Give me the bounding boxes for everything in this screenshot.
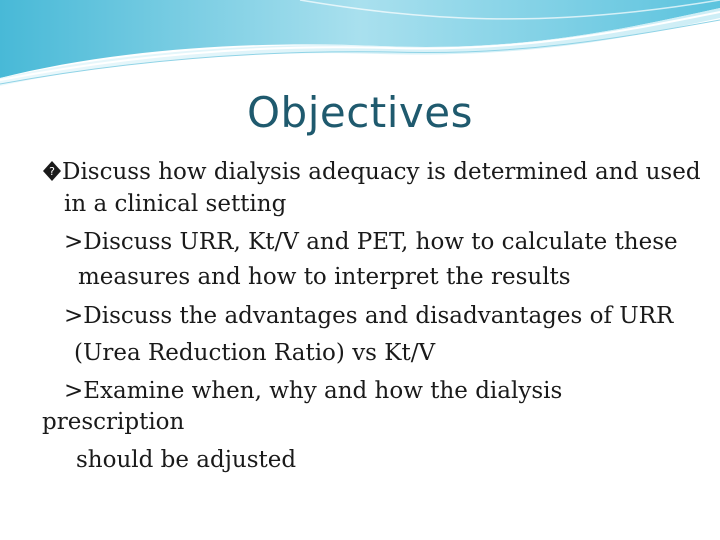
bullet-line-1: [42, 158, 701, 186]
slide-title: Objectives: [246, 88, 474, 137]
bullet-line-3: >Discuss URR, Kt/V and PET, how to calculate these: [64, 229, 678, 255]
svg-text:?: ?: [49, 165, 55, 178]
bullet-line-2: in a clinical setting: [64, 191, 287, 217]
header-wave-decoration: [0, 0, 720, 90]
bullet-line-8: prescription: [42, 409, 185, 435]
bullet-line-9: should be adjusted: [76, 447, 297, 473]
bullet-line-7: >Examine when, why and how the dialysis: [64, 378, 563, 404]
bullet-line-4: measures and how to interpret the results: [78, 264, 571, 290]
bullet-line-6: (Urea Reduction Ratio) vs Kt/V: [74, 340, 436, 366]
missing-glyph-icon: [42, 160, 62, 182]
bullet-text-1: Discuss how dialysis adequacy is determined and used: [62, 159, 701, 185]
bullet-line-5: >Discuss the advantages and disadvantages of URR: [64, 303, 674, 329]
